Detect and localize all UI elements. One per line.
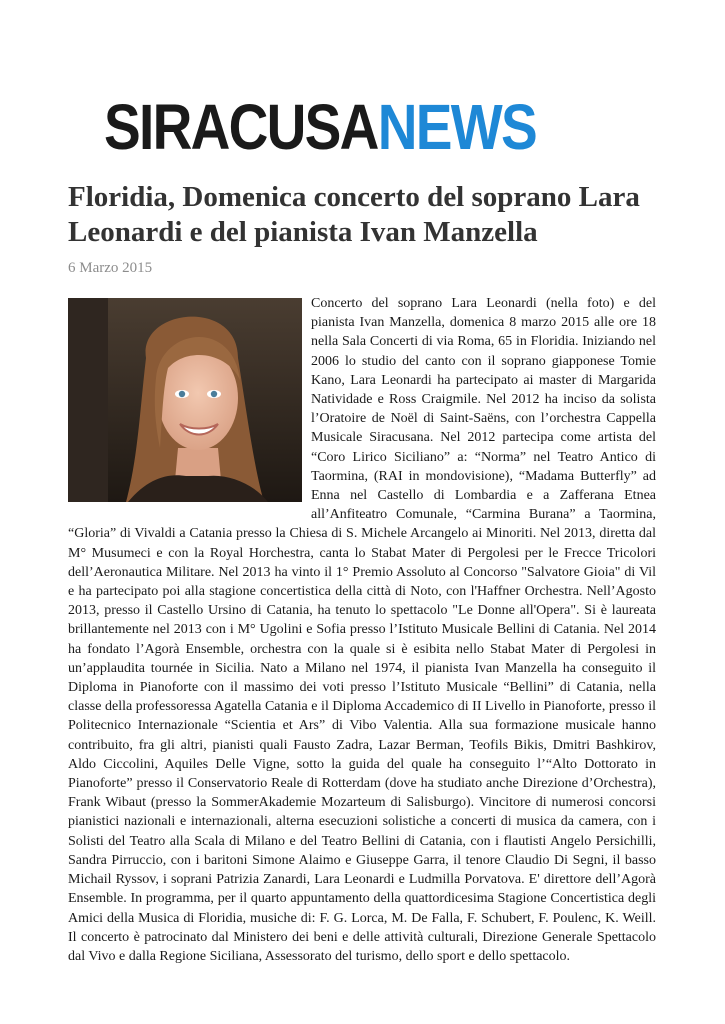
logo-text-siracusa: SIRACUSA	[104, 91, 378, 163]
article-date: 6 Marzo 2015	[68, 260, 153, 276]
article-body-text: Concerto del soprano Lara Leonardi (nella foto) e del pianista Ivan Manzella, domenica 8 marzo 2015 alle ore 18 nella Sala Concerti di via Roma, 65 in Floridia. Iniziando nel 2006 lo studio del canto con il soprano giapponese Tomie Kano, Lara Leonardi ha partecipato ai master di Margarida Natividade e Ross Craigmile. Nel 2012 ha inciso da solista l’Oratoire de Noël di Saint-Saëns, con l’orchestra Cappella Musicale Siracusana. Nel 2012 partecipa come artista del “Coro Lirico Siciliano” a: “Norma” nel Teatro Antico di Taormina, (RAI in mondovisione), “Madama Butterfly” ad Enna nel Castello di Lombardia e a Zafferana Etnea all’Anfiteatro Comunale, “Carmina Burana” a Taormina, “Gloria” di Vivaldi a Catania presso la Chiesa di S. Michele Arcangelo ai Minoriti. Nel 2013, diretta dal M° Musumeci e con la Royal Horchestra, canta lo Stabat Mater di Pergolesi per le Frecce Tricolori dell’Aeronautica Militare. Nel 2013 ha vinto il 1° Premio Assoluto al Concorso "Salvatore Gioia" di Vil e ha partecipato poi alla stagione concertistica della città di Noto, con l'Haffner Orchestra. Nell’Agosto 2013, presso il Castello Ursino di Catania, ha tenuto lo spettacolo "Le Donne all'Opera". Si è laureata brillantemente nel 2013 con i M° Ugolini e Sofia presso l’Istituto Musicale Bellini di Catania. Nel 2014 ha fondato l’Agorà Ensemble, orchestra con la quale si è esibita nello Stabat Mater di Pergolesi in un’applaudita tournée in Sicilia. Nato a Milano nel 1974, il pianista Ivan Manzella ha conseguito il Diploma in Pianoforte con il massimo dei voti presso l’Istituto Musicale “Bellini” di Catania, nella classe della professoressa Agatella Catania e il Diploma Accademico di II Livello in Pianoforte, presso il Politecnico Internazionale “Scientia et Ars” di Vibo Valentia. Alla sua formazione musicale hanno contribuito, fra gli altri, pianisti quali Fausto Zadra, Lazar Berman, Teofils Bikis, Dmitri Bashkirov, Aldo Ciccolini, Aquiles Delle Vigne, sotto la guida del quale ha conseguito l’“Alto Dottorato in Pianoforte” presso il Conservatorio Reale di Rotterdam (dove ha studiato anche Direzione d’Orchestra), Frank Wibaut (presso la SommerAkademie Mozarteum di Salisburgo). Vincitore di numerosi concorsi pianistici nazionali e internazionali, alterna esecuzioni solistiche a concerti di musica da camera, con i Solisti del Teatro alla Scala di Milano e del Teatro Bellini di Catania, con i flautisti Angelo Persichilli, Sandra Pirruccio, con i baritoni Simone Alaimo e Giuseppe Garra, il tenore Claudio Di Segni, il basso Michail Ryssov, i soprani Patrizia Zanardi, Lara Leonardi e Ludmilla Porvatova. E' direttore dell’Agorà Ensemble. In programma, per il quarto appuntamento della quattordicesima Stagione Concertistica degli Amici della Musica di Floridia, musiche di: F. G. Lorca, M. De Falla, F. Schubert, F. Poulenc, K. Weill. Il concerto è patrocinato dal Ministero dei beni e delle attività culturali, Direzione Generale Spettacolo dal Vivo e dalla Regione Siciliana, Assessorato del turismo, dello sport e dello spettacolo.	[68, 296, 656, 964]
article-title: Floridia, Domenica concerto del soprano Lara Leonardi e del pianista Ivan Manzella	[68, 181, 640, 248]
site-logo[interactable]	[104, 92, 547, 162]
article-content	[68, 294, 656, 966]
soprano-portrait-photo	[68, 298, 302, 502]
portrait-illustration	[68, 298, 302, 502]
logo-text-news: NEWS	[377, 91, 536, 163]
